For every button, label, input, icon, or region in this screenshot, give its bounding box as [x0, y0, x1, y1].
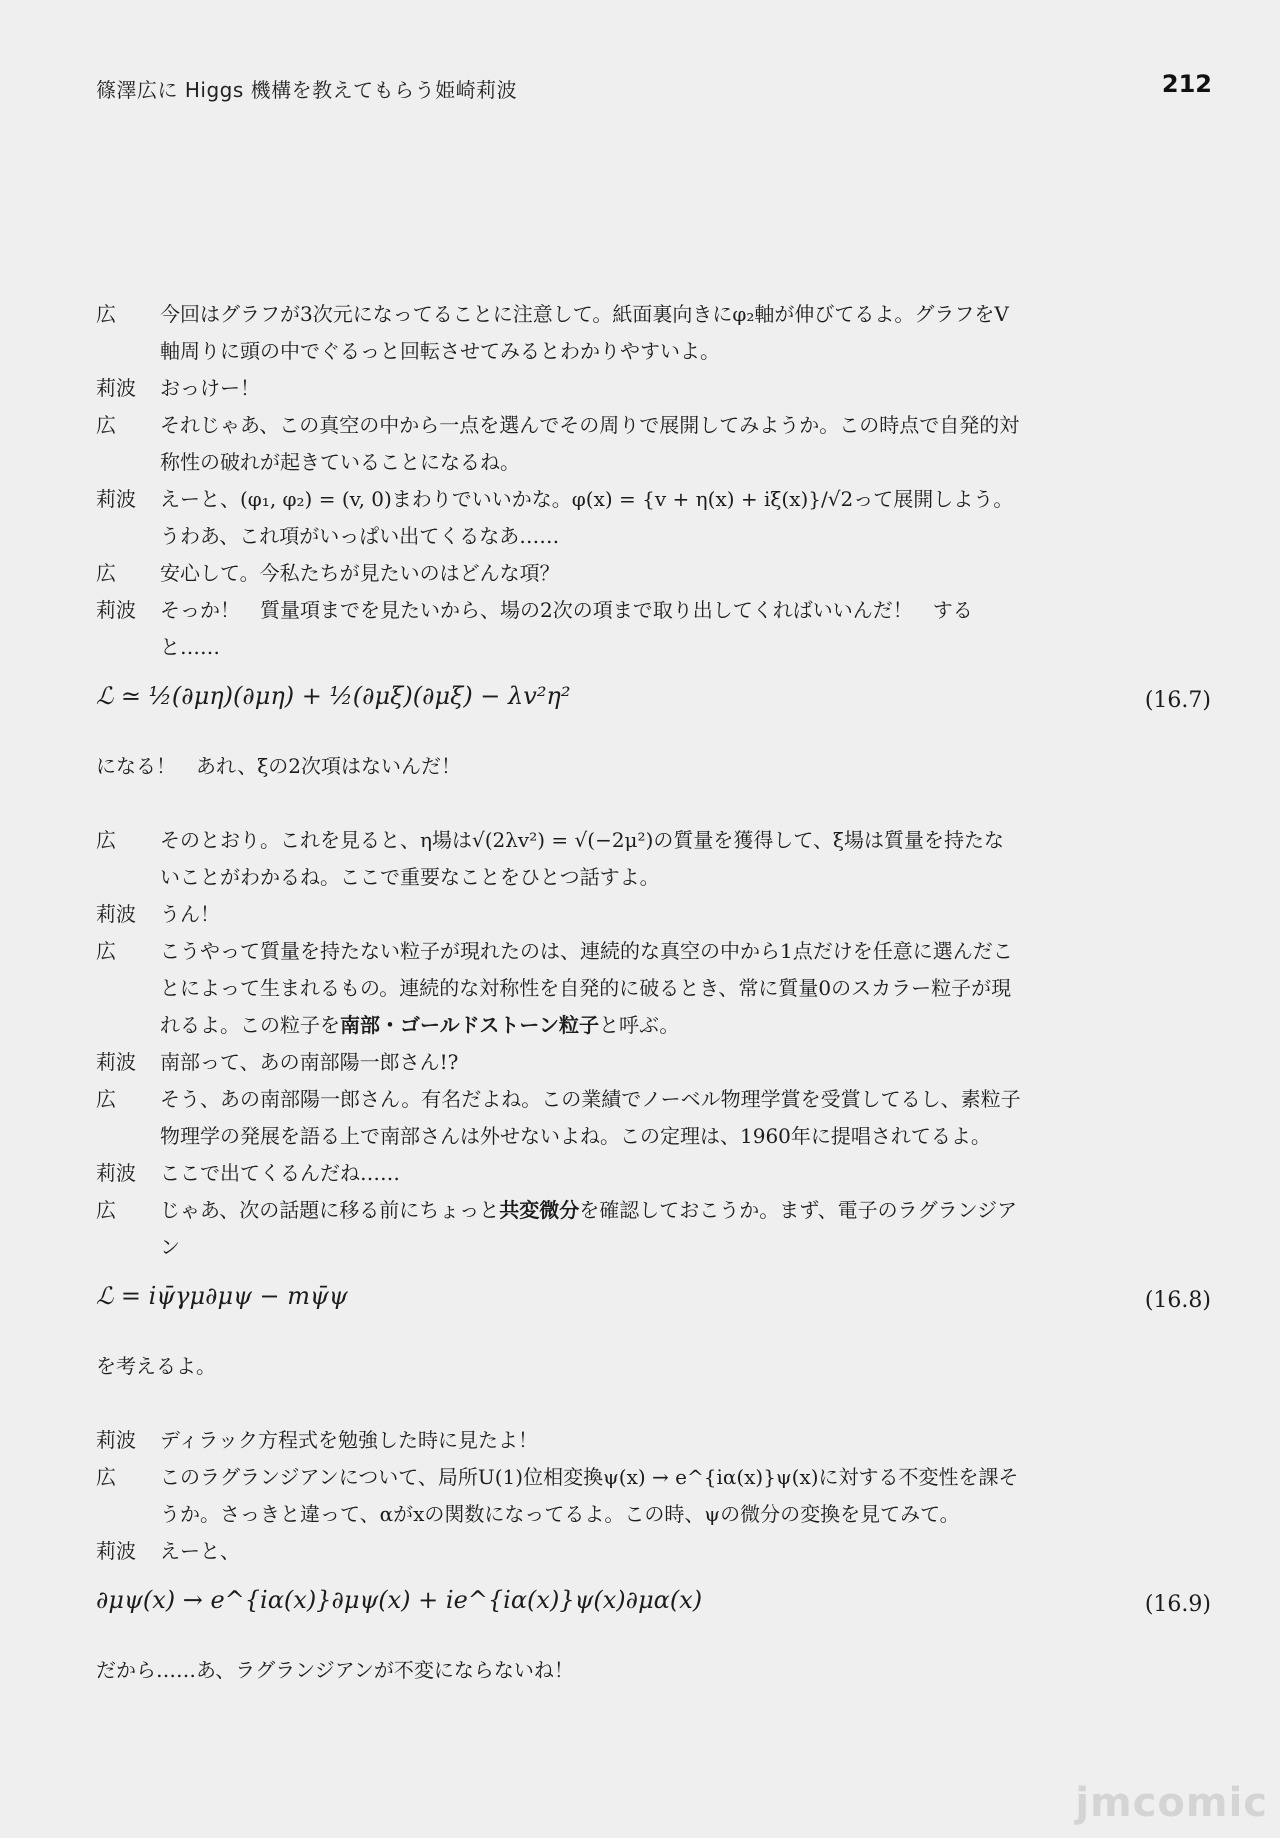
dialogue-line	[96, 1044, 1021, 1081]
paragraph-text: を考えるよ。	[96, 1354, 216, 1378]
bold-term: 共変微分	[499, 1198, 580, 1222]
speech-text	[160, 1192, 1021, 1266]
dialogue-line	[96, 822, 1021, 896]
speaker-label: 莉波	[96, 376, 136, 400]
dialogue-line	[96, 1155, 1021, 1192]
speaker-label: 広	[96, 1087, 116, 1111]
equation-body: ∂μψ(x) → e^{iα(x)}∂μψ(x) + ie^{iα(x)}ψ(x)∂μα(x)	[96, 1586, 703, 1614]
speech-text: そっか！ 質量項までを見たいから、場の2次の項まで取り出してくればいいんだ！ すると……	[160, 598, 973, 659]
speech-segment: を確認しておこうか。まず、電子のラグランジアン	[160, 1198, 1018, 1259]
paragraph-text: だから……あ、ラグランジアンが不変にならないね！	[96, 1658, 574, 1682]
page-number: 212	[1161, 70, 1212, 98]
speaker-label: 広	[96, 828, 116, 852]
speaker-label: 広	[96, 1465, 116, 1489]
speech-text: 南部って、あの南部陽一郎さん!?	[160, 1050, 459, 1074]
speaker-label: 莉波	[96, 1050, 136, 1074]
spacer	[96, 785, 1021, 822]
speaker-label: 莉波	[96, 1428, 136, 1452]
dialogue-line	[96, 555, 1021, 592]
watermark-logo: jmcomic	[1075, 1780, 1268, 1826]
speaker-label: 広	[96, 939, 116, 963]
speaker-label: 広	[96, 302, 116, 326]
dialogue-line	[96, 370, 1021, 407]
speaker-label: 莉波	[96, 1161, 136, 1185]
speaker-label: 広	[96, 413, 116, 437]
speech-segment: じゃあ、次の話題に移る前にちょっと	[160, 1198, 500, 1222]
page-header	[96, 70, 1212, 106]
dialogue-line	[96, 933, 1021, 1044]
speech-text: おっけー！	[160, 376, 260, 400]
bold-term: 南部・ゴールドストーン粒子	[340, 1013, 599, 1037]
running-title: 篠澤広に Higgs 機構を教えてもらう姫崎莉波	[96, 78, 518, 102]
equation-body: ℒ = iψ̄γμ∂μψ − mψ̄ψ	[96, 1282, 348, 1310]
speech-text: うん！	[160, 902, 220, 926]
dialogue-line	[96, 1192, 1021, 1266]
equation-16-8	[96, 1270, 1211, 1340]
speaker-label: 莉波	[96, 902, 136, 926]
dialogue-line	[96, 481, 1021, 555]
spacer	[96, 1385, 1021, 1422]
speech-text: そう、あの南部陽一郎さん。有名だよね。この業績でノーベル物理学賞を受賞してるし、素粒子物理学の発展を語る上で南部さんは外せないよね。この定理は、1960年に提唱されてるよ。	[160, 1087, 1021, 1148]
speaker-label: 莉波	[96, 598, 136, 622]
speaker-label: 広	[96, 561, 116, 585]
speech-text: 今回はグラフが3次元になってることに注意して。紙面裏向きにφ₂軸が伸びてるよ。グラフをV軸周りに頭の中でぐるっと回転させてみるとわかりやすいよ。	[160, 302, 1009, 363]
speech-text: そのとおり。これを見ると、η場は√(2λv²) = √(−2μ²)の質量を獲得して、ξ場は質量を持たないことがわかるね。ここで重要なことをひとつ話すよ。	[160, 828, 1004, 889]
equation-16-9	[96, 1574, 1211, 1644]
speech-segment: と呼ぶ。	[599, 1013, 680, 1037]
speech-text: このラグランジアンについて、局所U(1)位相変換ψ(x) → e^{iα(x)}ψ(x)に対する不変性を課そうか。さっきと違って、αがxの関数になってるよ。この時、ψの微分の変換を見てみて。	[160, 1465, 1019, 1526]
equation-number: (16.8)	[1144, 1288, 1211, 1313]
speaker-label: 莉波	[96, 487, 136, 511]
dialogue-line	[96, 896, 1021, 933]
equation-number: (16.9)	[1144, 1592, 1211, 1617]
speaker-label: 莉波	[96, 1539, 136, 1563]
dialogue-line	[96, 592, 1021, 666]
dialogue-line	[96, 407, 1021, 481]
speech-text: ここで出てくるんだね……	[160, 1161, 400, 1185]
speech-text: ディラック方程式を勉強した時に見たよ！	[160, 1428, 538, 1452]
dialogue-line	[96, 1533, 1021, 1570]
dialogue-line	[96, 296, 1021, 370]
speech-segment: こうやって質量を持たない粒子が現れたのは、連続的な真空の中から1点だけを任意に選んだことによって生まれるもの。連続的な対称性を自発的に破るとき、常に質量0のスカラー粒子が現れるよ。この粒子を	[160, 939, 1013, 1037]
speech-text: それじゃあ、この真空の中から一点を選んでその周りで展開してみようか。この時点で自発的対称性の破れが起きていることになるね。	[160, 413, 1020, 474]
equation-16-7	[96, 670, 1211, 740]
speech-text	[160, 933, 1021, 1044]
speaker-label: 広	[96, 1198, 116, 1222]
speech-text: えーと、	[160, 1539, 240, 1563]
equation-number: (16.7)	[1144, 688, 1211, 713]
page-body	[96, 296, 1211, 1689]
dialogue-line	[96, 1459, 1021, 1533]
speech-text: 安心して。今私たちが見たいのはどんな項？	[160, 561, 560, 585]
dialogue-line	[96, 1422, 1021, 1459]
paragraph-text: になる！ あれ、ξの2次項はないんだ！	[96, 754, 461, 778]
equation-body: ℒ ≃ ½(∂μη)(∂μη) + ½(∂μξ)(∂μξ) − λv²η²	[96, 682, 571, 710]
speech-text: えーと、(φ₁, φ₂) = (v, 0)まわりでいいかな。φ(x) = {v + η(x) + iξ(x)}/√2って展開しよう。うわあ、これ項がいっぱい出てくるなあ……	[160, 487, 1014, 548]
dialogue-line	[96, 1081, 1021, 1155]
